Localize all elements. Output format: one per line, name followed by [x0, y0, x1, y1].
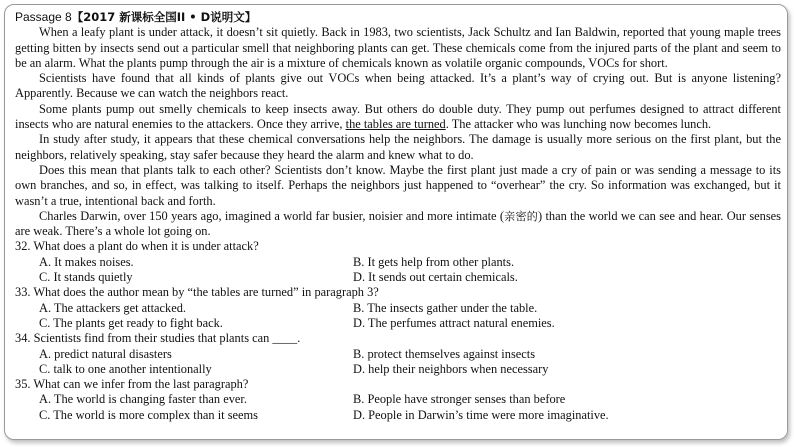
paragraph-2: Scientists have found that all kinds of plants give out VOCs when being attacked. It’s a plant’s way of crying out. But is anyone listening? Apparently. Because we can watch the neighbors react. — [15, 71, 781, 101]
options-row — [15, 316, 781, 331]
chinese-gloss: 亲密的 — [504, 209, 538, 223]
options-row — [15, 270, 781, 285]
paragraph-1: When a leafy plant is under attack, it doesn’t sit quietly. Back in 1983, two scientists, Jack Schultz and Ian Baldwin, reported that young maple trees getting bitten by insects send out a particular smell that neighboring plants can get. These chemicals come from the injured parts of the plant and seem to be an alarm. What the plants pump through the air is a mixture of chemicals known as volatile organic compounds, VOCs for short. — [15, 25, 781, 70]
passage-label: Passage 8 — [15, 10, 72, 24]
question-32 — [15, 239, 781, 285]
passage-content — [15, 10, 781, 423]
options-row — [15, 392, 781, 407]
question-stem: 35. What can we infer from the last paragraph? — [15, 377, 249, 392]
option-a: A. The world is changing faster than ever. — [39, 392, 247, 407]
paragraph-4: In study after study, it appears that these chemical conversations help the neighbors. The damage is usually more serious on the first plant, but the neighbors, relatively speaking, stay safer because they heard the alarm and knew what to do. — [15, 132, 781, 162]
options-row — [15, 301, 781, 316]
question-35 — [15, 377, 781, 423]
paragraph-6-text-b: ) than the world we can see and hear. Our senses are weak. There’s a whole lot going on. — [15, 208, 781, 239]
option-b: B. People have stronger senses than before — [353, 392, 566, 407]
option-a: A. predict natural disasters — [39, 346, 172, 361]
option-d: D. It sends out certain chemicals. — [353, 270, 518, 285]
option-d: D. People in Darwin’s time were more imaginative. — [353, 407, 609, 422]
options-row — [15, 255, 781, 270]
option-b: B. protect themselves against insects — [353, 346, 536, 361]
option-b: B. It gets help from other plants. — [353, 254, 515, 269]
paragraph-3 — [15, 102, 781, 133]
options-row — [15, 408, 781, 423]
paragraph-6 — [15, 209, 781, 240]
passage-source-tag: 【2017 新课标全国II • D说明文】 — [71, 10, 257, 24]
paragraph-3-text-a: Some plants pump out smelly chemicals to keep insects away. But others do double duty. They pump out perfumes designed to attract different insects who are natural enemies to the attackers. Once they arrive, — [15, 101, 781, 132]
question-34 — [15, 331, 781, 377]
option-d: D. The perfumes attract natural enemies. — [353, 315, 555, 330]
question-stem: 33. What does the author mean by “the tables are turned” in paragraph 3? — [15, 285, 379, 300]
option-a: A. It makes noises. — [39, 254, 134, 269]
paragraph-3-text-b: . The attacker who was lunching now becomes lunch. — [445, 117, 712, 132]
option-c: C. The world is more complex than it seems — [39, 407, 258, 422]
option-d: D. help their neighbors when necessary — [353, 361, 549, 376]
passage-header — [15, 10, 781, 25]
options-row — [15, 347, 781, 362]
question-stem: 34. Scientists find from their studies that plants can ____. — [15, 331, 301, 346]
option-c: C. The plants get ready to fight back. — [39, 315, 223, 330]
question-stem: 32. What does a plant do when it is under attack? — [15, 239, 259, 254]
question-33 — [15, 285, 781, 331]
slide-frame — [4, 4, 788, 440]
option-c: C. It stands quietly — [39, 270, 133, 285]
option-b: B. The insects gather under the table. — [353, 300, 538, 315]
options-row — [15, 362, 781, 377]
paragraph-5: Does this mean that plants talk to each other? Scientists don’t know. Maybe the first plant just made a cry of pain or was sending a message to its own branches, and so, in effect, was talking to itself. Perhaps the neighbors just happened to “overhear” the cry. So information was exchanged, but it wasn’t a true, intentional back and forth. — [15, 162, 781, 208]
option-c: C. talk to one another intentionally — [39, 361, 212, 376]
option-a: A. The attackers get attacked. — [39, 300, 187, 315]
paragraph-6-text-a: Charles Darwin, over 150 years ago, imagined a world far busier, noisier and more intimate ( — [39, 208, 504, 223]
underlined-phrase: the tables are turned — [345, 117, 446, 132]
